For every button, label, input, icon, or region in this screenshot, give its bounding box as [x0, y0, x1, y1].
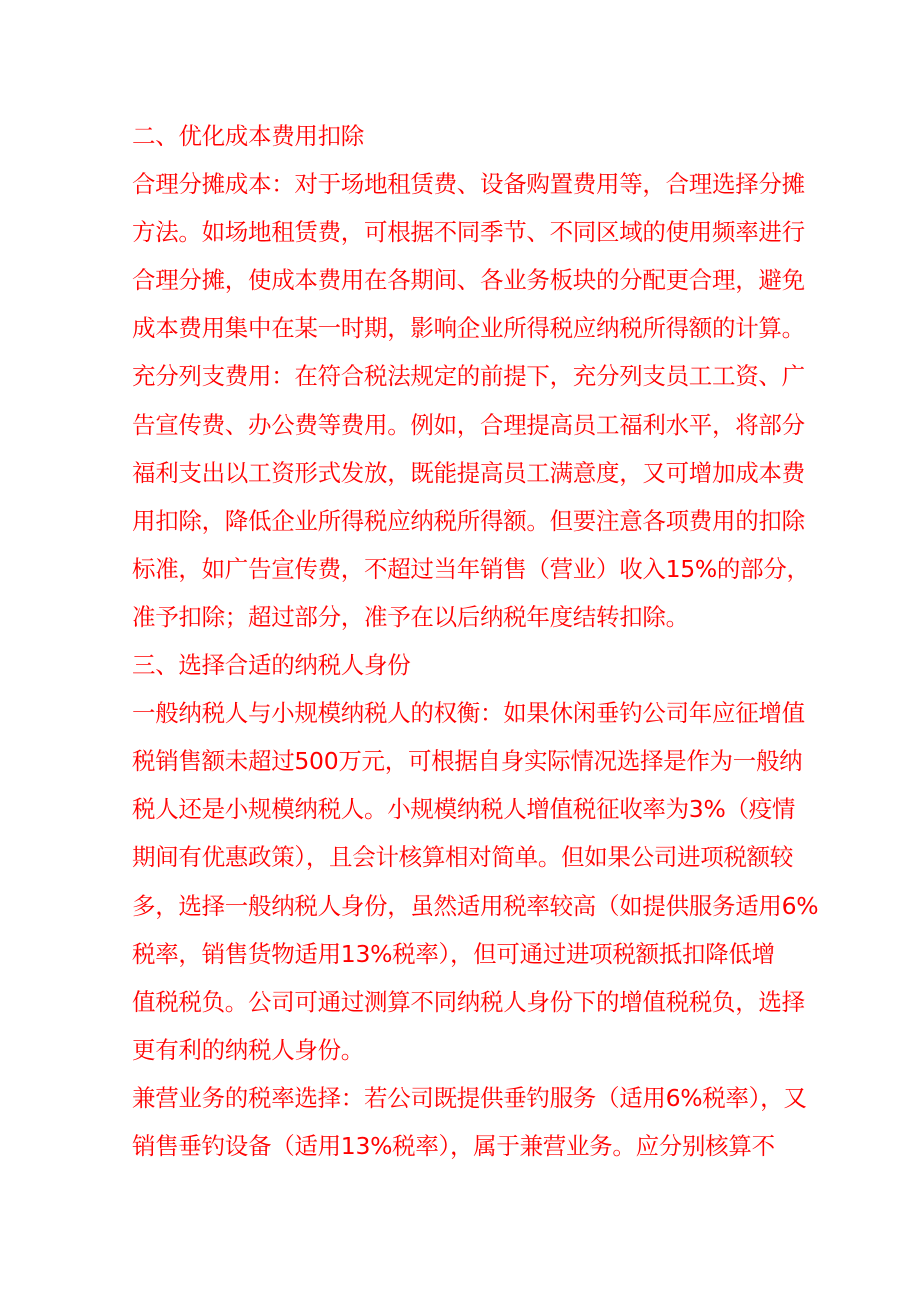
section-heading-2: 二、优化成本费用扣除	[132, 122, 364, 150]
paragraph-line: 成本费用集中在某一时期，影响企业所得税应纳税所得额的计算。	[132, 314, 805, 343]
paragraph-line: 合理分摊，使成本费用在各期间、各业务板块的分配更合理，避免	[132, 266, 805, 295]
paragraph-line: 多，选择一般纳税人身份，虽然适用税率较高（如提供服务适用6%	[132, 891, 819, 920]
section-heading-3: 三、选择合适的纳税人身份	[132, 651, 411, 680]
paragraph-line: 告宣传费、办公费等费用。例如，合理提高员工福利水平，将部分	[132, 410, 805, 439]
paragraph-line: 准予扣除；超过部分，准予在以后纳税年度结转扣除。	[132, 602, 689, 631]
paragraph-line: 期间有优惠政策），且会计核算相对简单。但如果公司进项税额较	[132, 843, 794, 872]
paragraph-line: 税销售额未超过500万元，可根据自身实际情况选择是作为一般纳	[132, 747, 803, 776]
paragraph-line: 充分列支费用：在符合税法规定的前提下，充分列支员工工资、广	[132, 362, 805, 391]
paragraph-line: 销售垂钓设备（适用13%税率），属于兼营业务。应分别核算不	[132, 1131, 775, 1160]
paragraph-line: 税率，销售货物适用13%税率），但可通过进项税额抵扣降低增	[132, 939, 775, 968]
document-body	[132, 112, 819, 1170]
paragraph-line: 兼营业务的税率选择：若公司既提供垂钓服务（适用6%税率），又	[132, 1083, 807, 1112]
paragraph-line: 一般纳税人与小规模纳税人的权衡：如果休闲垂钓公司年应征增值	[132, 699, 805, 728]
paragraph-line: 值税税负。公司可通过测算不同纳税人身份下的增值税税负，选择	[132, 987, 805, 1016]
paragraph-line: 用扣除，降低企业所得税应纳税所得额。但要注意各项费用的扣除	[132, 506, 805, 535]
paragraph-line: 更有利的纳税人身份。	[132, 1035, 364, 1064]
paragraph-line: 标准，如广告宣传费，不超过当年销售（营业）收入15%的部分，	[132, 554, 810, 583]
paragraph-line: 税人还是小规模纳税人。小规模纳税人增值税征收率为3%（疫情	[132, 795, 796, 824]
paragraph-line: 合理分摊成本：对于场地租赁费、设备购置费用等，合理选择分摊	[132, 170, 805, 199]
paragraph-line: 福利支出以工资形式发放，既能提高员工满意度，又可增加成本费	[132, 458, 805, 487]
paragraph-line: 方法。如场地租赁费，可根据不同季节、不同区域的使用频率进行	[132, 218, 805, 247]
